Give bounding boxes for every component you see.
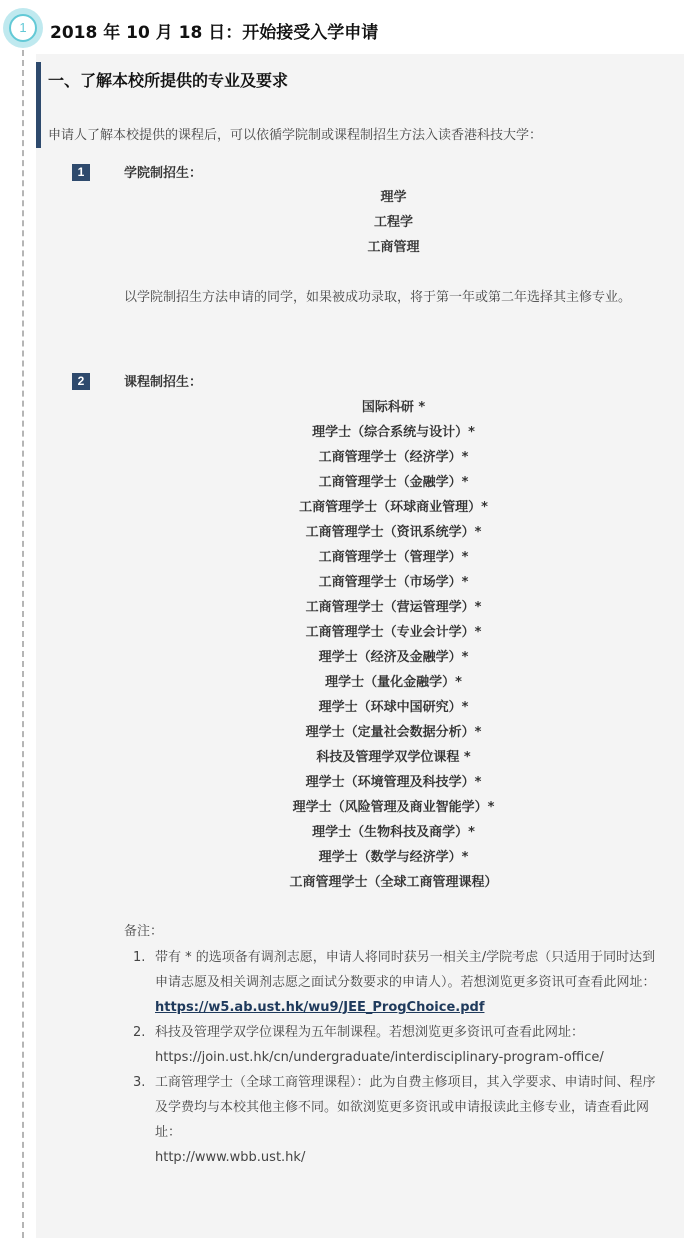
faculty-item: 工程学 bbox=[373, 215, 413, 230]
section-title: 一、了解本校所提供的专业及要求 bbox=[48, 71, 289, 90]
program-item: 工商管理学士（市场学）* bbox=[318, 575, 469, 590]
program-admission-title: 课程制招生： bbox=[124, 375, 203, 390]
program-item: 理学士（风险管理及商业智能学）* bbox=[292, 800, 495, 815]
program-item: 理学士（生物科技及商学）* bbox=[312, 825, 475, 840]
program-item: 理学士（经济及金融学）* bbox=[318, 650, 469, 665]
step-number: 1 bbox=[9, 14, 37, 42]
note-text: 带有 * 的选项备有调剂志愿，申请人将同时获另一相关主/学院考虑（只适用于同时达到申请志愿及相关调剂志愿之面试分数要求的申请人）。若想浏览更多资讯可查看此网址： bbox=[155, 950, 656, 990]
faculty-item: 理学 bbox=[380, 190, 407, 205]
program-item: 工商管理学士（环球商业管理）* bbox=[299, 500, 488, 515]
section-accent-bar bbox=[36, 62, 41, 148]
intro-text: 申请人了解本校提供的课程后，可以依循学院制或课程制招生方法入读香港科技大学： bbox=[48, 128, 543, 143]
note-number: 3. bbox=[133, 1075, 146, 1090]
note-text: 工商管理学士（全球工商管理课程）：此为自费主修项目，其入学要求、申请时间、程序及学费均与本校其他主修不同。如欲浏览更多资讯或申请报读此主修专业，请查看此网址： bbox=[155, 1075, 656, 1140]
content-panel bbox=[36, 54, 684, 1238]
faculty-admission-description: 以学院制招生方法申请的同学，如果被成功录取，将于第一年或第二年选择其主修专业。 bbox=[124, 290, 632, 305]
faculty-list bbox=[36, 185, 692, 260]
program-item: 工商管理学士（经济学）* bbox=[318, 450, 469, 465]
program-item: 理学士（量化金融学）* bbox=[325, 675, 462, 690]
program-item: 工商管理学士（金融学）* bbox=[318, 475, 469, 490]
program-item: 工商管理学士（营运管理学）* bbox=[305, 600, 482, 615]
timeline-divider bbox=[22, 50, 24, 1238]
program-item: 国际科研 * bbox=[361, 400, 426, 415]
step-badge bbox=[3, 8, 43, 48]
program-item: 科技及管理学双学位课程 * bbox=[316, 750, 471, 765]
program-item: 工商管理学士（资讯系统学）* bbox=[305, 525, 482, 540]
program-item: 理学士（数学与经济学）* bbox=[318, 850, 469, 865]
jee-program-choice-link[interactable]: https://w5.ab.ust.hk/wu9/JEE_ProgChoice.pdf bbox=[155, 1000, 485, 1015]
note-url: http://www.wbb.ust.hk/ bbox=[155, 1150, 306, 1165]
note-item bbox=[124, 945, 666, 1020]
note-number: 2. bbox=[133, 1025, 146, 1040]
program-list bbox=[36, 395, 692, 895]
page-title: 2018 年 10 月 18 日：开始接受入学申请 bbox=[50, 23, 379, 43]
program-item: 工商管理学士（管理学）* bbox=[318, 550, 469, 565]
program-item: 理学士（综合系统与设计）* bbox=[312, 425, 475, 440]
notes-list bbox=[124, 945, 666, 1170]
program-item: 工商管理学士（全球工商管理课程） bbox=[289, 875, 498, 890]
program-item: 理学士（定量社会数据分析）* bbox=[305, 725, 482, 740]
faculty-admission-title: 学院制招生： bbox=[124, 166, 203, 181]
program-item: 理学士（环境管理及科技学）* bbox=[305, 775, 482, 790]
notes-label: 备注： bbox=[124, 924, 164, 939]
program-admission-number: 2 bbox=[72, 373, 90, 390]
note-item bbox=[124, 1020, 666, 1070]
program-item: 理学士（环球中国研究）* bbox=[318, 700, 469, 715]
faculty-admission-number: 1 bbox=[72, 164, 90, 181]
note-number: 1. bbox=[133, 950, 146, 965]
note-text: 科技及管理学双学位课程为五年制课程。若想浏览更多资讯可查看此网址： bbox=[155, 1025, 585, 1040]
note-url: https://join.ust.hk/cn/undergraduate/interdisciplinary-program-office/ bbox=[155, 1050, 604, 1065]
faculty-item: 工商管理 bbox=[367, 240, 420, 255]
note-item bbox=[124, 1070, 666, 1170]
program-item: 工商管理学士（专业会计学）* bbox=[305, 625, 482, 640]
